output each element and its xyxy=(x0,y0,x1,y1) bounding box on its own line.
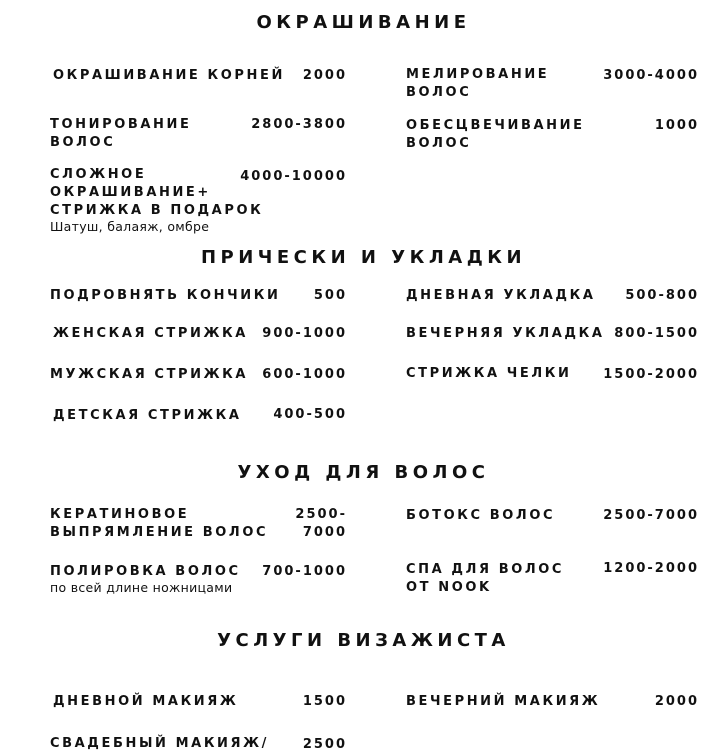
service-name: МЕЛИРОВАНИЕ ВОЛОС xyxy=(406,67,550,100)
service-name: ОКРАШИВАНИЕ КОРНЕЙ xyxy=(53,68,285,83)
service-name: СТРИЖКА ЧЕЛКИ xyxy=(406,366,572,381)
service-name: СВАДЕБНЫЙ МАКИЯЖ/ xyxy=(50,736,270,751)
service-price: 1200-2000 xyxy=(603,561,699,576)
service-price: 700-1000 xyxy=(262,564,347,579)
service-note: Шатуш, балаяж, омбре xyxy=(50,219,210,234)
service-price: 2500- 7000 xyxy=(295,507,347,540)
service-name: ТОНИРОВАНИЕ ВОЛОС xyxy=(50,117,192,150)
service-price: 1500-2000 xyxy=(603,367,699,382)
service-price: 2500 xyxy=(302,737,347,752)
section-title-coloring: ОКРАШИВАНИЕ xyxy=(256,12,471,33)
service-name: ЖЕНСКАЯ СТРИЖКА xyxy=(53,326,248,341)
service-price: 1000 xyxy=(654,118,699,133)
service-price: 500 xyxy=(313,288,347,303)
section-title-care: УХОД ДЛЯ ВОЛОС xyxy=(237,462,490,483)
service-price: 2500-7000 xyxy=(603,508,699,523)
service-name: СПА ДЛЯ ВОЛОС ОТ NOOK xyxy=(406,562,565,595)
service-price: 2000 xyxy=(654,694,699,709)
service-price: 2000 xyxy=(302,68,347,83)
service-name: ДНЕВНАЯ УКЛАДКА xyxy=(406,288,596,303)
service-name: ДЕТСКАЯ СТРИЖКА xyxy=(53,408,242,423)
service-price: 3000-4000 xyxy=(603,68,699,83)
service-name: БОТОКС ВОЛОС xyxy=(406,508,556,523)
service-name: КЕРАТИНОВОЕ ВЫПРЯМЛЕНИЕ ВОЛОС xyxy=(50,507,269,540)
service-price: 4000-10000 xyxy=(240,169,347,184)
section-title-hairstyles: ПРИЧЕСКИ И УКЛАДКИ xyxy=(200,247,527,268)
section-title-makeup: УСЛУГИ ВИЗАЖИСТА xyxy=(217,630,510,651)
service-name: СЛОЖНОЕ ОКРАШИВАНИЕ+ СТРИЖКА В ПОДАРОК xyxy=(50,167,264,218)
service-price: 600-1000 xyxy=(262,367,347,382)
service-price: 400-500 xyxy=(273,407,347,422)
service-note: по всей длине ножницами xyxy=(50,580,233,595)
service-price: 2800-3800 xyxy=(251,117,347,132)
service-name: МУЖСКАЯ СТРИЖКА xyxy=(50,367,249,382)
service-price: 900-1000 xyxy=(262,326,347,341)
service-price: 1500 xyxy=(302,694,347,709)
service-name: ВЕЧЕРНЯЯ УКЛАДКА xyxy=(406,326,605,341)
service-price: 500-800 xyxy=(625,288,699,303)
service-name: ОБЕСЦВЕЧИВАНИЕ ВОЛОС xyxy=(406,118,585,151)
service-name: ВЕЧЕРНИЙ МАКИЯЖ xyxy=(406,694,601,709)
service-price: 800-1500 xyxy=(614,326,699,341)
service-name: ДНЕВНОЙ МАКИЯЖ xyxy=(53,694,239,709)
service-name: ПОЛИРОВКА ВОЛОС xyxy=(50,564,241,579)
service-name: ПОДРОВНЯТЬ КОНЧИКИ xyxy=(50,288,281,303)
